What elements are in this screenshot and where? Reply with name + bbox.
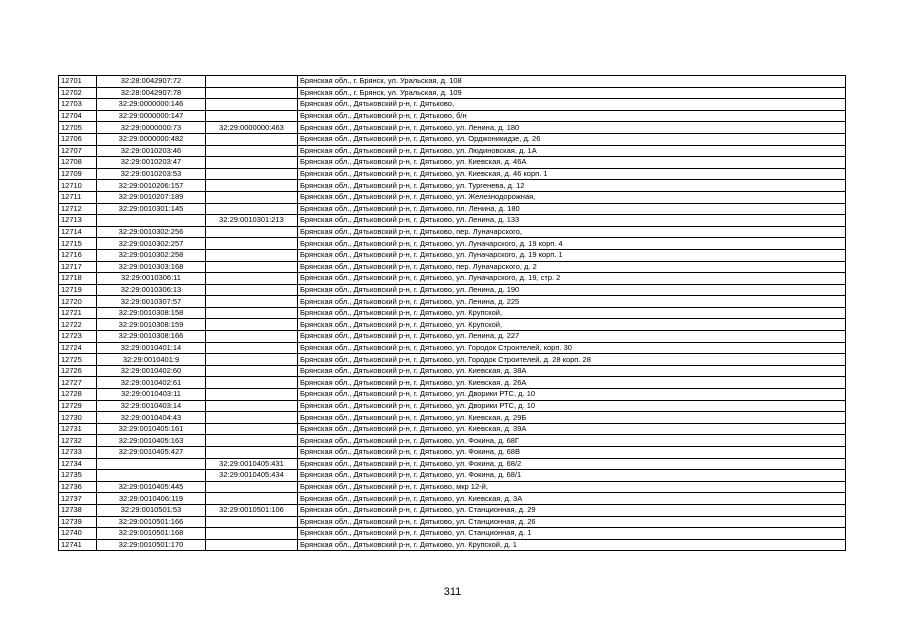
table-row bbox=[59, 435, 846, 447]
row-number-cell: 12735 bbox=[59, 470, 97, 482]
row-number-cell: 12719 bbox=[59, 284, 97, 296]
table-row bbox=[59, 389, 846, 401]
table-row bbox=[59, 284, 846, 296]
row-number-cell: 12717 bbox=[59, 261, 97, 273]
cadastral-number-cell: 32:28:0042907:78 bbox=[97, 87, 206, 99]
cadastral-number-cell: 32:29:0010501:170 bbox=[97, 539, 206, 551]
row-number-cell: 12708 bbox=[59, 157, 97, 169]
row-number-cell: 12720 bbox=[59, 296, 97, 308]
cadastral-number-cell bbox=[97, 470, 206, 482]
related-cadastral-number-cell bbox=[206, 110, 298, 122]
address-cell: Брянская обл., Дятьковский р-н, г. Дятьково, ул. Фокина, д. 68Г bbox=[298, 435, 846, 447]
address-cell: Брянская обл., Дятьковский р-н, г. Дятьково, ул. Киевская, д. 3А bbox=[298, 493, 846, 505]
table-row bbox=[59, 481, 846, 493]
table-row bbox=[59, 157, 846, 169]
related-cadastral-number-cell bbox=[206, 296, 298, 308]
table-row bbox=[59, 110, 846, 122]
related-cadastral-number-cell bbox=[206, 377, 298, 389]
address-cell: Брянская обл., Дятьковский р-н, г. Дятьково, ул. Луначарского, д. 19, стр. 2 bbox=[298, 273, 846, 285]
row-number-cell: 12732 bbox=[59, 435, 97, 447]
cadastral-number-cell: 32:29:0010405:445 bbox=[97, 481, 206, 493]
related-cadastral-number-cell bbox=[206, 447, 298, 459]
cadastral-number-cell: 32:29:0010302:256 bbox=[97, 226, 206, 238]
cadastral-number-cell: 32:29:0010401:9 bbox=[97, 354, 206, 366]
row-number-cell: 12707 bbox=[59, 145, 97, 157]
address-cell: Брянская обл., Дятьковский р-н, г. Дятьково, ул. Ленина, д. 133 bbox=[298, 215, 846, 227]
address-cell: Брянская обл., Дятьковский р-н, г. Дятьково, ул. Орджоникидзе, д. 26 bbox=[298, 133, 846, 145]
row-number-cell: 12733 bbox=[59, 447, 97, 459]
table-row bbox=[59, 539, 846, 551]
related-cadastral-number-cell bbox=[206, 145, 298, 157]
table-row bbox=[59, 145, 846, 157]
row-number-cell: 12715 bbox=[59, 238, 97, 250]
row-number-cell: 12705 bbox=[59, 122, 97, 134]
related-cadastral-number-cell bbox=[206, 249, 298, 261]
page-number: 311 bbox=[443, 586, 462, 598]
row-number-cell: 12725 bbox=[59, 354, 97, 366]
cadastral-number-cell: 32:29:0010405:163 bbox=[97, 435, 206, 447]
row-number-cell: 12714 bbox=[59, 226, 97, 238]
address-cell: Брянская обл., Дятьковский р-н, г. Дятьково, ул. Ленина, д. 190 bbox=[298, 284, 846, 296]
address-cell: Брянская обл., Дятьковский р-н, г. Дятьково, ул. Киевская, д. 39А bbox=[298, 423, 846, 435]
table-row bbox=[59, 470, 846, 482]
address-cell: Брянская обл., Дятьковский р-н, г. Дятьково, ул. Тургенева, д. 12 bbox=[298, 180, 846, 192]
related-cadastral-number-cell: 32:29:0000000:463 bbox=[206, 122, 298, 134]
cadastral-number-cell: 32:29:0000000:147 bbox=[97, 110, 206, 122]
table-row bbox=[59, 516, 846, 528]
cadastral-number-cell: 32:29:0010402:60 bbox=[97, 365, 206, 377]
address-cell: Брянская обл., Дятьковский р-н, г. Дятьково, пл. Ленина, д. 180 bbox=[298, 203, 846, 215]
row-number-cell: 12741 bbox=[59, 539, 97, 551]
table-row bbox=[59, 191, 846, 203]
row-number-cell: 12712 bbox=[59, 203, 97, 215]
related-cadastral-number-cell bbox=[206, 157, 298, 169]
row-number-cell: 12713 bbox=[59, 215, 97, 227]
related-cadastral-number-cell bbox=[206, 365, 298, 377]
related-cadastral-number-cell bbox=[206, 400, 298, 412]
related-cadastral-number-cell: 32:29:0010405:431 bbox=[206, 458, 298, 470]
related-cadastral-number-cell bbox=[206, 423, 298, 435]
related-cadastral-number-cell bbox=[206, 493, 298, 505]
table-row bbox=[59, 273, 846, 285]
cadastral-number-cell: 32:29:0010403:14 bbox=[97, 400, 206, 412]
row-number-cell: 12709 bbox=[59, 168, 97, 180]
cadastral-number-cell: 32:29:0010302:257 bbox=[97, 238, 206, 250]
row-number-cell: 12729 bbox=[59, 400, 97, 412]
cadastral-number-cell: 32:29:0010306:11 bbox=[97, 273, 206, 285]
related-cadastral-number-cell bbox=[206, 307, 298, 319]
row-number-cell: 12734 bbox=[59, 458, 97, 470]
related-cadastral-number-cell bbox=[206, 539, 298, 551]
row-number-cell: 12711 bbox=[59, 191, 97, 203]
table-row bbox=[59, 249, 846, 261]
cadastral-number-cell: 32:29:0010406:119 bbox=[97, 493, 206, 505]
cadastral-number-cell: 32:29:0010402:61 bbox=[97, 377, 206, 389]
cadastral-number-cell: 32:29:0010308:158 bbox=[97, 307, 206, 319]
row-number-cell: 12721 bbox=[59, 307, 97, 319]
related-cadastral-number-cell bbox=[206, 87, 298, 99]
related-cadastral-number-cell bbox=[206, 76, 298, 88]
address-cell: Брянская обл., Дятьковский р-н, г. Дятьково, ул. Дворики РТС, д. 10 bbox=[298, 400, 846, 412]
address-cell: Брянская обл., Дятьковский р-н, г. Дятьково, ул. Людиновская, д. 1А bbox=[298, 145, 846, 157]
row-number-cell: 12703 bbox=[59, 99, 97, 111]
address-cell: Брянская обл., Дятьковский р-н, г. Дятьково, ул. Станционная, д. 26 bbox=[298, 516, 846, 528]
table-row bbox=[59, 238, 846, 250]
row-number-cell: 12704 bbox=[59, 110, 97, 122]
cadastral-number-cell: 32:29:0010401:14 bbox=[97, 342, 206, 354]
address-cell: Брянская обл., Дятьковский р-н, г. Дятьково, ул. Фокина, д. 68В bbox=[298, 447, 846, 459]
cadastral-number-cell: 32:29:0010303:168 bbox=[97, 261, 206, 273]
table-row bbox=[59, 226, 846, 238]
row-number-cell: 12730 bbox=[59, 412, 97, 424]
table-row bbox=[59, 377, 846, 389]
related-cadastral-number-cell bbox=[206, 203, 298, 215]
row-number-cell: 12722 bbox=[59, 319, 97, 331]
address-cell: Брянская обл., Дятьковский р-н, г. Дятьково, ул. Ленина, д. 180 bbox=[298, 122, 846, 134]
related-cadastral-number-cell bbox=[206, 238, 298, 250]
row-number-cell: 12701 bbox=[59, 76, 97, 88]
address-cell: Брянская обл., Дятьковский р-н, г. Дятьково, ул. Крупской, д. 1 bbox=[298, 539, 846, 551]
cadastral-number-cell: 32:28:0042907:72 bbox=[97, 76, 206, 88]
table-row bbox=[59, 447, 846, 459]
row-number-cell: 12718 bbox=[59, 273, 97, 285]
address-cell: Брянская обл., Дятьковский р-н, г. Дятьково, б/н bbox=[298, 110, 846, 122]
cadastral-number-cell: 32:29:0010501:53 bbox=[97, 504, 206, 516]
table-row bbox=[59, 342, 846, 354]
cadastral-number-cell: 32:29:0010203:47 bbox=[97, 157, 206, 169]
cadastral-number-cell: 32:29:0010207:189 bbox=[97, 191, 206, 203]
related-cadastral-number-cell bbox=[206, 319, 298, 331]
address-cell: Брянская обл., Дятьковский р-н, г. Дятьково, ул. Киевская, д. 29Б bbox=[298, 412, 846, 424]
address-cell: Брянская обл., Дятьковский р-н, г. Дятьково, пер. Луначарского, д. 2 bbox=[298, 261, 846, 273]
related-cadastral-number-cell bbox=[206, 528, 298, 540]
related-cadastral-number-cell bbox=[206, 331, 298, 343]
cadastral-number-cell: 32:29:0010206:157 bbox=[97, 180, 206, 192]
table-row bbox=[59, 215, 846, 227]
cadastral-number-cell: 32:29:0010308:166 bbox=[97, 331, 206, 343]
address-cell: Брянская обл., Дятьковский р-н, г. Дятьково, ул. Городок Строителей, корп. 30 bbox=[298, 342, 846, 354]
table-row bbox=[59, 365, 846, 377]
related-cadastral-number-cell bbox=[206, 412, 298, 424]
row-number-cell: 12736 bbox=[59, 481, 97, 493]
table-row bbox=[59, 504, 846, 516]
row-number-cell: 12702 bbox=[59, 87, 97, 99]
cadastral-number-cell: 32:29:0010203:46 bbox=[97, 145, 206, 157]
table-row bbox=[59, 261, 846, 273]
cadastral-number-cell: 32:29:0010302:258 bbox=[97, 249, 206, 261]
related-cadastral-number-cell bbox=[206, 273, 298, 285]
row-number-cell: 12723 bbox=[59, 331, 97, 343]
table-row bbox=[59, 99, 846, 111]
related-cadastral-number-cell bbox=[206, 481, 298, 493]
cadastral-number-cell: 32:29:0010404:43 bbox=[97, 412, 206, 424]
address-cell: Брянская обл., Дятьковский р-н, г. Дятьково, ул. Железнодорожная, bbox=[298, 191, 846, 203]
related-cadastral-number-cell bbox=[206, 133, 298, 145]
row-number-cell: 12726 bbox=[59, 365, 97, 377]
row-number-cell: 12710 bbox=[59, 180, 97, 192]
address-cell: Брянская обл., Дятьковский р-н, г. Дятьково, ул. Фокина, д. 68/2 bbox=[298, 458, 846, 470]
related-cadastral-number-cell bbox=[206, 261, 298, 273]
cadastral-number-cell: 32:29:0010501:168 bbox=[97, 528, 206, 540]
address-cell: Брянская обл., Дятьковский р-н, г. Дятьково, ул. Луначарского, д. 19 корп. 1 bbox=[298, 249, 846, 261]
table-row bbox=[59, 354, 846, 366]
table-row bbox=[59, 180, 846, 192]
row-number-cell: 12727 bbox=[59, 377, 97, 389]
address-cell: Брянская обл., Дятьковский р-н, г. Дятьково, ул. Станционная, д. 29 bbox=[298, 504, 846, 516]
cadastral-number-cell: 32:29:0010306:13 bbox=[97, 284, 206, 296]
address-cell: Брянская обл., Дятьковский р-н, г. Дятьково, ул. Луначарского, д. 19 корп. 4 bbox=[298, 238, 846, 250]
address-cell: Брянская обл., Дятьковский р-н, г. Дятьково, ул. Киевская, д. 46А bbox=[298, 157, 846, 169]
related-cadastral-number-cell bbox=[206, 168, 298, 180]
related-cadastral-number-cell bbox=[206, 99, 298, 111]
address-cell: Брянская обл., Дятьковский р-н, г. Дятьково, мкр 12-й, bbox=[298, 481, 846, 493]
table-row bbox=[59, 168, 846, 180]
table-row bbox=[59, 458, 846, 470]
table-row bbox=[59, 87, 846, 99]
address-cell: Брянская обл., Дятьковский р-н, г. Дятьково, bbox=[298, 99, 846, 111]
table-row bbox=[59, 493, 846, 505]
related-cadastral-number-cell: 32:29:0010301:213 bbox=[206, 215, 298, 227]
address-cell: Брянская обл., Дятьковский р-н, г. Дятьково, ул. Ленина, д. 225 bbox=[298, 296, 846, 308]
address-cell: Брянская обл., Дятьковский р-н, г. Дятьково, ул. Дворики РТС, д. 10 bbox=[298, 389, 846, 401]
cadastral-number-cell: 32:29:0010307:57 bbox=[97, 296, 206, 308]
table-row bbox=[59, 203, 846, 215]
row-number-cell: 12738 bbox=[59, 504, 97, 516]
row-number-cell: 12706 bbox=[59, 133, 97, 145]
cadastral-number-cell: 32:29:0010405:427 bbox=[97, 447, 206, 459]
address-cell: Брянская обл., Дятьковский р-н, г. Дятьково, ул. Киевская, д. 26А bbox=[298, 377, 846, 389]
cadastral-number-cell: 32:29:0010301:145 bbox=[97, 203, 206, 215]
related-cadastral-number-cell bbox=[206, 226, 298, 238]
row-number-cell: 12728 bbox=[59, 389, 97, 401]
address-cell: Брянская обл., Дятьковский р-н, г. Дятьково, ул. Городок Строителей, д. 28 корп. 28 bbox=[298, 354, 846, 366]
cadastral-number-cell: 32:29:0010308:159 bbox=[97, 319, 206, 331]
row-number-cell: 12716 bbox=[59, 249, 97, 261]
table-row bbox=[59, 400, 846, 412]
address-cell: Брянская обл., г. Брянск, ул. Уральская, д. 109 bbox=[298, 87, 846, 99]
table-row bbox=[59, 319, 846, 331]
table-row bbox=[59, 423, 846, 435]
row-number-cell: 12739 bbox=[59, 516, 97, 528]
table-row bbox=[59, 412, 846, 424]
table-row bbox=[59, 122, 846, 134]
related-cadastral-number-cell: 32:29:0010405:434 bbox=[206, 470, 298, 482]
cadastral-number-cell: 32:29:0010403:11 bbox=[97, 389, 206, 401]
cadastral-number-cell: 32:29:0000000:73 bbox=[97, 122, 206, 134]
address-cell: Брянская обл., Дятьковский р-н, г. Дятьково, ул. Ленина, д. 227 bbox=[298, 331, 846, 343]
cadastral-number-cell: 32:29:0000000:146 bbox=[97, 99, 206, 111]
cadastral-number-cell: 32:29:0010203:53 bbox=[97, 168, 206, 180]
related-cadastral-number-cell bbox=[206, 435, 298, 447]
table-row bbox=[59, 296, 846, 308]
row-number-cell: 12737 bbox=[59, 493, 97, 505]
address-cell: Брянская обл., Дятьковский р-н, г. Дятьково, пер. Луначарского, bbox=[298, 226, 846, 238]
address-cell: Брянская обл., Дятьковский р-н, г. Дятьково, ул. Киевская, д. 38А bbox=[298, 365, 846, 377]
row-number-cell: 12740 bbox=[59, 528, 97, 540]
table-row bbox=[59, 76, 846, 88]
table-row bbox=[59, 528, 846, 540]
related-cadastral-number-cell bbox=[206, 516, 298, 528]
row-number-cell: 12731 bbox=[59, 423, 97, 435]
cadastral-number-cell bbox=[97, 458, 206, 470]
row-number-cell: 12724 bbox=[59, 342, 97, 354]
related-cadastral-number-cell bbox=[206, 389, 298, 401]
address-cell: Брянская обл., Дятьковский р-н, г. Дятьково, ул. Станционная, д. 1 bbox=[298, 528, 846, 540]
table-row bbox=[59, 331, 846, 343]
related-cadastral-number-cell bbox=[206, 180, 298, 192]
cadastral-number-cell bbox=[97, 215, 206, 227]
address-cell: Брянская обл., Дятьковский р-н, г. Дятьково, ул. Крупской, bbox=[298, 319, 846, 331]
cadastral-number-cell: 32:29:0000000:482 bbox=[97, 133, 206, 145]
registry-table bbox=[58, 75, 846, 551]
address-cell: Брянская обл., Дятьковский р-н, г. Дятьково, ул. Фокина, д. 68/1 bbox=[298, 470, 846, 482]
cadastral-number-cell: 32:29:0010405:161 bbox=[97, 423, 206, 435]
related-cadastral-number-cell bbox=[206, 342, 298, 354]
related-cadastral-number-cell: 32:29:0010501:106 bbox=[206, 504, 298, 516]
cadastral-number-cell: 32:29:0010501:166 bbox=[97, 516, 206, 528]
address-cell: Брянская обл., Дятьковский р-н, г. Дятьково, ул. Крупской, bbox=[298, 307, 846, 319]
related-cadastral-number-cell bbox=[206, 284, 298, 296]
table-row bbox=[59, 307, 846, 319]
registry-table-body bbox=[59, 76, 846, 551]
related-cadastral-number-cell bbox=[206, 191, 298, 203]
table-row bbox=[59, 133, 846, 145]
related-cadastral-number-cell bbox=[206, 354, 298, 366]
address-cell: Брянская обл., Дятьковский р-н, г. Дятьково, ул. Киевская, д. 46 корп. 1 bbox=[298, 168, 846, 180]
address-cell: Брянская обл., г. Брянск, ул. Уральская, д. 108 bbox=[298, 76, 846, 88]
